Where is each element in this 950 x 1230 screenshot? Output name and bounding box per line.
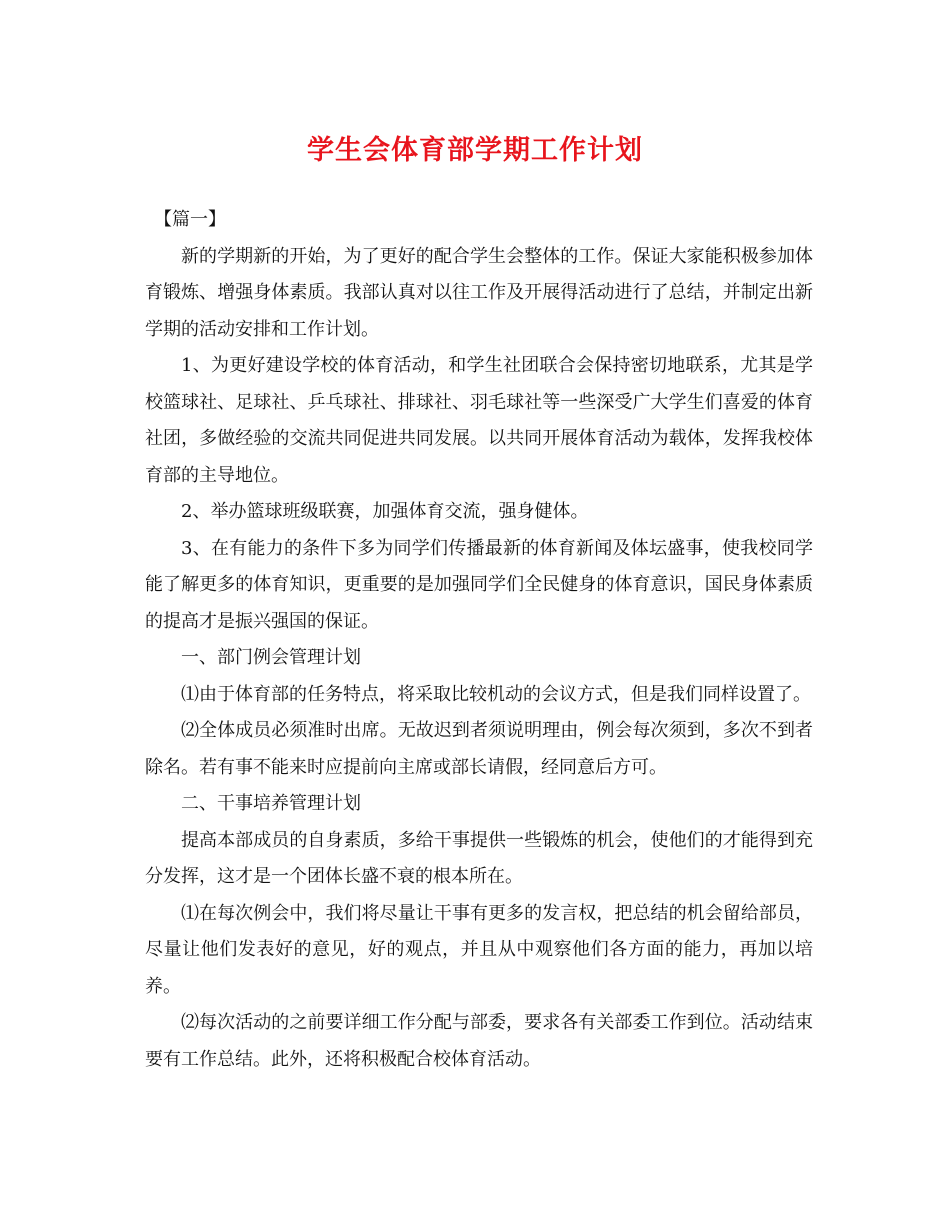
section-label: 【篇一】: [154, 209, 226, 230]
staff-training-item-2: ⑵每次活动的之前要详细工作分配与部委，要求各有关部委工作到位。活动结束要有工作总结。此外，还将积极配合校体育活动。: [145, 1012, 813, 1070]
heading-meeting-plan: 一、部门例会管理计划: [181, 647, 361, 668]
intro-paragraph: 新的学期新的开始，为了更好的配合学生会整体的工作。保证大家能积极参加体育锻炼、增强身体素质。我部认真对以往工作及开展得活动进行了总结，并制定出新学期的活动安排和工作计划。: [145, 245, 813, 340]
staff-training-intro: 提高本部成员的自身素质，多给干事提供一些锻炼的机会，使他们的才能得到充分发挥，这才是一个团体长盛不衰的根本所在。: [145, 829, 813, 887]
document-title: 学生会体育部学期工作计划: [307, 135, 643, 166]
meeting-plan-item-1: ⑴由于体育部的任务特点，将采取比较机动的会议方式，但是我们同样设置了。: [181, 683, 811, 705]
plan-item-2: 2、举办篮球班级联赛，加强体育交流，强身健体。: [181, 501, 589, 522]
staff-training-item-1: ⑴在每次例会中，我们将尽量让干事有更多的发言权，把总结的机会留给部员，尽量让他们发表好的意见，好的观点，并且从中观察他们各方面的能力，再加以培养。: [145, 902, 813, 997]
plan-item-3: 3、在有能力的条件下多为同学们传播最新的体育新闻及体坛盛事，使我校同学能了解更多的体育知识，更重要的是加强同学们全民健身的体育意识，国民身体素质的提高才是振兴强国的保证。: [145, 537, 813, 632]
plan-item-1: 1、为更好建设学校的体育活动，和学生社团联合会保持密切地联系，尤其是学校篮球社、足球社、乒乓球社、排球社、羽毛球社等一些深受广大学生们喜爱的体育社团，多做经验的交流共同促进共同发展。以共同开展体育活动为载体，发挥我校体育部的主导地位。: [145, 355, 813, 486]
document-body: [145, 202, 813, 1078]
heading-staff-training-plan: 二、干事培养管理计划: [181, 793, 361, 814]
meeting-plan-item-2: ⑵全体成员必须准时出席。无故迟到者须说明理由，例会每次须到，多次不到者除名。若有事不能来时应提前向主席或部长请假，经同意后方可。: [145, 720, 813, 778]
